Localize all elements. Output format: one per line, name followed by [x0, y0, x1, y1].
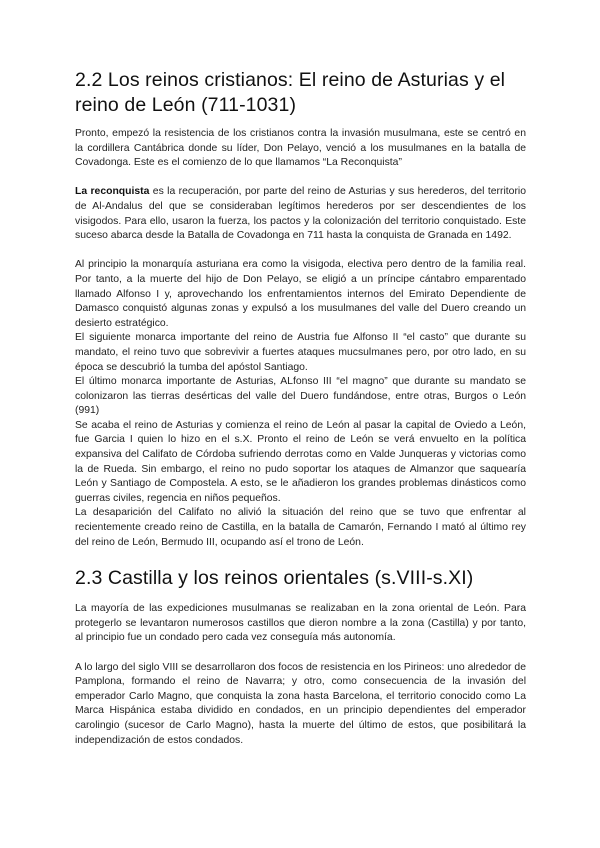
- term-la-reconquista: La reconquista: [75, 186, 150, 198]
- paragraph-alfonso-ii: El siguiente monarca importante del reino de Austria fue Alfonso II “el casto” que durante su mandato, el reino tuvo que sobrevivir a fuertes ataques mucsulmanes pero, por otro lado, en su época se descubrió la tumba del apóstol Santiago.: [75, 332, 526, 373]
- definition-text: es la recuperación, por parte del reino de Asturias y sus herederos, del territorio de Al-Andalus del que se consideraban legítimos herederos por ser descendientes de los visigodos. Para ello, usaron la fuerza, los pactos y la colonización del territorio conquistado. Este suceso abarca desde la Batalla de Covadonga en 711 hasta la conquista de Granada en 1492.: [75, 186, 526, 242]
- section-heading-castilla: 2.3 Castilla y los reinos orientales (s.VIII-s.XI): [75, 567, 474, 590]
- paragraph-resistencia: Pronto, empezó la resistencia de los cristianos contra la invasión musulmana, este se centró en la cordillera Cantábrica donde su líder, Don Pelayo, venció a los musulmanes en la batalla de Covadonga. Este es el comienzo de lo que llamamos “La Reconquista”: [75, 128, 526, 169]
- paragraph-alfonso-iii: El último monarca importante de Asturias, ALfonso III “el magno” que durante su mandato se colonizaron las tierras desérticas del valle del Duero fundándose, entre otras, Burgos o León (991): [75, 376, 526, 417]
- paragraph-desaparicion-califato: La desaparición del Califato no alivió la situación del reino que se tuvo que enfrentar al recientemente creado reino de Castilla, en la batalla de Camarón, Fernando I mató al último rey del reino de León, Bermudo III, ocupando así el trono de León.: [75, 507, 526, 548]
- paragraph-definicion-reconquista: [75, 185, 526, 243]
- paragraph-focos-resistencia: A lo largo del siglo VIII se desarrollaron dos focos de resistencia en los Pirineos: uno alrededor de Pamplona, formando el reino de Navarra; y otro, como consecuencia de la invasión del emperador Carlo Magno, que conquista la zona hasta Barcelona, el territorio conocido como La Marca Hispánica estaba dividido en condados, en un principio dependientes del emperador carolingio (sucesor de Carlo Magno), hasta la muerte del último de estos, que posibilitará la independización de estos condados.: [75, 661, 526, 746]
- paragraph-monarquia-asturiana: Al principio la monarquía asturiana era como la visigoda, electiva pero dentro de la familia real. Por tanto, a la muerte del hijo de Don Pelayo, se eligió a un príncipe cántabro emparentado llamado Alfonso I y, aprovechando los enfrentamientos internos del Emirato Dependiente de Damasco conquistó algunas zonas y expulsó a los musulmanes del valle del Duero creando un desierto estratégico.: [75, 259, 526, 329]
- paragraph-gap: [75, 171, 526, 186]
- section-heading-reino-asturias-leon: 2.2 Los reinos cristianos: El reino de Asturias y el reino de León (711-1031): [75, 69, 506, 116]
- page-content: [75, 68, 526, 748]
- paragraph-gap: [75, 646, 526, 661]
- paragraph-expediciones-musulmanas: La mayoría de las expediciones musulmanas se realizaban en la zona oriental de León. Para protegerlo se levantaron numerosos castillos que dieron nombre a la zona (Castilla) y por tanto, al principio fue un condado pero cada vez conseguía más autonomía.: [75, 603, 526, 644]
- paragraph-gap: [75, 244, 526, 259]
- paragraph-reino-leon: Se acaba el reino de Asturias y comienza el reino de León al pasar la capital de Oviedo a León, fue Garcia I quien lo hizo en el s.X. Pronto el reino de León se verá envuelto en la política expansiva del Califato de Córdoba sufriendo derrotas como en Valde Junqueras y victorias como la de Rueda. Sin embargo, el reino no pudo soportar los ataques de Almanzor que saquearía León y Santiago de Compostela. A esto, se le añadieron los grandes problemas dinásticos como guerras civiles, regencia en niños pequeños.: [75, 419, 526, 504]
